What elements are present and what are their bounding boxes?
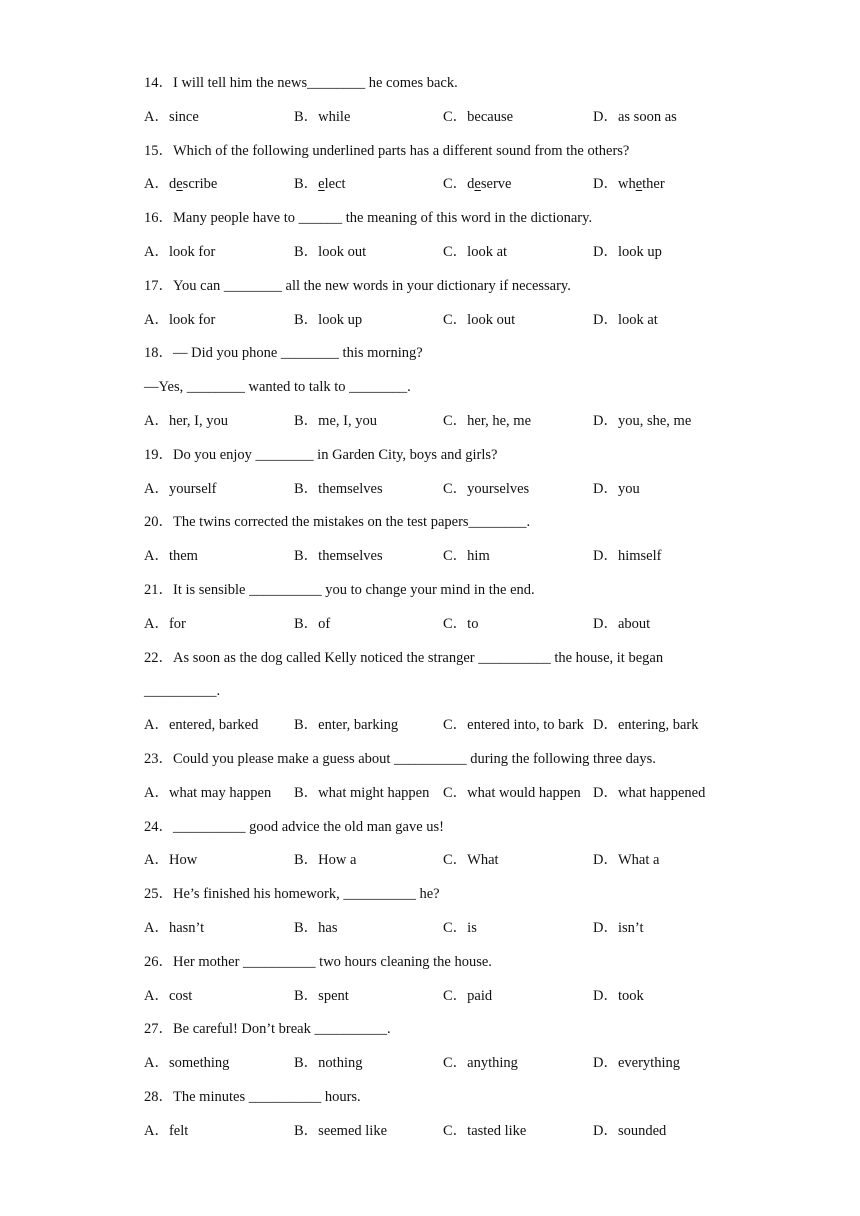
answer-option-d[interactable] <box>593 1121 666 1141</box>
answer-option-c[interactable] <box>443 918 477 938</box>
answer-option-b[interactable] <box>294 310 362 330</box>
text-segment: 15．Which of the following underlined parts has a different sound from the others? <box>144 142 630 159</box>
question-stem <box>144 1087 361 1107</box>
answer-option-c[interactable] <box>443 546 490 566</box>
text-segment: C．to <box>443 615 479 632</box>
question-stem <box>144 343 423 363</box>
text-segment: A．felt <box>144 1122 189 1139</box>
underlined-letter: e <box>318 176 325 193</box>
text-segment: 24．__________ good advice the old man gave us! <box>144 818 445 835</box>
answer-option-a[interactable] <box>144 174 217 194</box>
answer-option-d[interactable] <box>593 242 662 262</box>
text-segment: B．spent <box>294 987 349 1004</box>
text-segment: B．nothing <box>294 1055 363 1072</box>
text-segment: C．d <box>443 176 475 193</box>
answer-option-c[interactable] <box>443 1053 518 1073</box>
answer-option-d[interactable] <box>593 546 661 566</box>
question-stem <box>144 208 592 228</box>
text-segment: 28．The minutes __________ hours. <box>144 1089 361 1105</box>
text-segment: 18．— Did you phone ________ this morning? <box>144 345 423 362</box>
answer-option-b[interactable] <box>294 411 377 431</box>
text-segment: A．yourself <box>144 480 217 497</box>
text-segment: D．you, she, me <box>593 413 692 429</box>
answer-option-a[interactable] <box>144 546 198 566</box>
text-segment: D．as soon as <box>593 108 677 125</box>
answer-option-d[interactable] <box>593 918 644 938</box>
text-segment: A．entered, barked <box>144 717 259 734</box>
text-segment: 25．He’s finished his homework, __________ he? <box>144 886 440 903</box>
answer-option-b[interactable] <box>294 850 356 870</box>
underlined-letter: e <box>176 176 183 193</box>
text-segment: 27．Be careful! Don’t break __________. <box>144 1021 391 1038</box>
text-segment: serve <box>480 176 512 193</box>
text-segment: 23．Could you please make a guess about __________ during the following three days. <box>144 751 656 767</box>
answer-option-a[interactable] <box>144 107 199 127</box>
text-segment: B．How a <box>294 852 357 869</box>
text-segment: D．What a <box>593 852 660 869</box>
text-segment: scribe <box>182 176 218 193</box>
question-stem <box>144 749 656 769</box>
question-stem <box>144 445 497 465</box>
answer-option-c[interactable] <box>443 479 529 499</box>
answer-option-b[interactable] <box>294 614 330 634</box>
text-segment: __________. <box>144 683 221 700</box>
text-segment: B．has <box>294 920 338 936</box>
question-stem-continued <box>144 681 220 701</box>
answer-option-d[interactable] <box>593 107 677 127</box>
answer-option-d[interactable] <box>593 174 665 194</box>
answer-option-a[interactable] <box>144 918 204 938</box>
answer-option-b[interactable] <box>294 479 383 499</box>
text-segment: A．look for <box>144 311 216 328</box>
answer-option-b[interactable] <box>294 715 398 735</box>
text-segment: A．cost <box>144 987 193 1004</box>
text-segment: D．wh <box>593 176 636 193</box>
question-stem <box>144 73 458 93</box>
answer-option-b[interactable] <box>294 546 383 566</box>
question-stem <box>144 141 629 161</box>
question-stem <box>144 1019 391 1039</box>
answer-option-c[interactable] <box>443 850 499 870</box>
answer-option-a[interactable] <box>144 1121 188 1141</box>
answer-option-c[interactable] <box>443 986 492 1006</box>
underlined-letter: e <box>474 176 481 193</box>
text-segment: —Yes, ________ wanted to talk to ________. <box>144 379 411 396</box>
text-segment: D．entering, bark <box>593 717 699 734</box>
text-segment: B．look up <box>294 311 363 328</box>
answer-option-a[interactable] <box>144 783 271 803</box>
question-stem <box>144 512 530 532</box>
text-segment: A．what may happen <box>144 784 272 801</box>
text-segment: B．while <box>294 108 351 125</box>
text-segment: A．her, I, you <box>144 413 228 429</box>
text-segment: B．enter, barking <box>294 717 399 734</box>
text-segment: C．him <box>443 548 490 565</box>
answer-option-c[interactable] <box>443 174 511 194</box>
answer-option-a[interactable] <box>144 614 186 634</box>
question-stem <box>144 276 571 296</box>
text-segment: C．her, he, me <box>443 413 532 429</box>
answer-option-c[interactable] <box>443 783 581 803</box>
answer-option-d[interactable] <box>593 614 650 634</box>
answer-option-d[interactable] <box>593 715 699 735</box>
text-segment: D．look up <box>593 244 662 260</box>
answer-option-d[interactable] <box>593 850 659 870</box>
text-segment: B．of <box>294 615 331 632</box>
question-stem <box>144 952 492 972</box>
answer-option-d[interactable] <box>593 986 644 1006</box>
answer-option-b[interactable] <box>294 174 346 194</box>
text-segment: B．me, I, you <box>294 413 377 429</box>
text-segment: C．What <box>443 852 499 869</box>
text-segment: C．look out <box>443 311 516 328</box>
text-segment: C．entered into, to bark <box>443 717 584 734</box>
question-stem <box>144 580 535 600</box>
answer-option-c[interactable] <box>443 614 478 634</box>
text-segment: A．since <box>144 108 199 125</box>
text-segment: B．seemed like <box>294 1122 388 1139</box>
text-segment: B． <box>294 176 319 193</box>
answer-option-b[interactable] <box>294 242 366 262</box>
text-segment: lect <box>324 176 346 193</box>
text-segment: D．everything <box>593 1055 680 1072</box>
text-segment: A．something <box>144 1055 230 1072</box>
answer-option-b[interactable] <box>294 783 429 803</box>
text-segment: ther <box>642 176 665 193</box>
question-stem <box>144 884 440 904</box>
text-segment: 21．It is sensible __________ you to change your mind in the end. <box>144 582 535 598</box>
answer-option-a[interactable] <box>144 1053 229 1073</box>
answer-option-a[interactable] <box>144 850 197 870</box>
text-segment: B．themselves <box>294 480 383 497</box>
answer-option-d[interactable] <box>593 310 658 330</box>
text-segment: D．what happened <box>593 784 706 801</box>
text-segment: D．look at <box>593 311 658 328</box>
answer-option-a[interactable] <box>144 242 215 262</box>
answer-option-a[interactable] <box>144 479 217 499</box>
text-segment: 26．Her mother __________ two hours cleaning the house. <box>144 953 492 970</box>
text-segment: 20．The twins corrected the mistakes on the test papers________. <box>144 514 531 531</box>
text-segment: D．sounded <box>593 1122 667 1139</box>
answer-option-d[interactable] <box>593 411 691 431</box>
answer-option-a[interactable] <box>144 715 258 735</box>
text-segment: D．himself <box>593 548 662 565</box>
answer-option-b[interactable] <box>294 107 350 127</box>
text-segment: C．is <box>443 920 477 936</box>
text-segment: C．because <box>443 108 514 125</box>
text-segment: A．hasn’t <box>144 920 205 936</box>
answer-option-a[interactable] <box>144 411 228 431</box>
text-segment: D．you <box>593 480 640 497</box>
text-segment: A．for <box>144 615 186 632</box>
answer-option-b[interactable] <box>294 986 349 1006</box>
answer-option-c[interactable] <box>443 411 531 431</box>
answer-option-a[interactable] <box>144 986 192 1006</box>
text-segment: 19．Do you enjoy ________ in Garden City, boys and girls? <box>144 446 498 463</box>
answer-option-d[interactable] <box>593 783 705 803</box>
text-segment: C．tasted like <box>443 1122 527 1139</box>
text-segment: C．anything <box>443 1055 518 1072</box>
text-segment: 14．I will tell him the news________ he comes back. <box>144 75 458 91</box>
answer-option-c[interactable] <box>443 1121 526 1141</box>
answer-option-d[interactable] <box>593 479 640 499</box>
text-segment: 16．Many people have to ______ the meaning of this word in the dictionary. <box>144 210 593 227</box>
answer-option-b[interactable] <box>294 918 338 938</box>
answer-option-a[interactable] <box>144 310 215 330</box>
text-segment: A．d <box>144 176 177 193</box>
question-stem <box>144 817 444 837</box>
text-segment: 22．As soon as the dog called Kelly noticed the stranger __________ the house, it began <box>144 649 664 666</box>
answer-option-b[interactable] <box>294 1053 362 1073</box>
text-segment: C．what would happen <box>443 784 581 801</box>
answer-option-b[interactable] <box>294 1121 387 1141</box>
answer-option-d[interactable] <box>593 1053 680 1073</box>
text-segment: D．isn’t <box>593 920 644 936</box>
text-segment: D．took <box>593 987 644 1004</box>
answer-option-c[interactable] <box>443 107 513 127</box>
text-segment: A．them <box>144 548 198 565</box>
text-segment: B．look out <box>294 244 367 260</box>
text-segment: D．about <box>593 615 651 632</box>
answer-option-c[interactable] <box>443 242 507 262</box>
text-segment: 17．You can ________ all the new words in your dictionary if necessary. <box>144 277 571 294</box>
underlined-letter: e <box>635 176 643 193</box>
text-segment: A．How <box>144 852 198 869</box>
answer-option-c[interactable] <box>443 715 584 735</box>
text-segment: B．what might happen <box>294 784 430 801</box>
text-segment: B．themselves <box>294 548 383 565</box>
text-segment: A．look for <box>144 244 216 260</box>
question-stem-continued <box>144 377 411 397</box>
question-stem <box>144 648 663 668</box>
text-segment: C．paid <box>443 987 493 1004</box>
text-segment: C．look at <box>443 244 508 260</box>
answer-option-c[interactable] <box>443 310 515 330</box>
text-segment: C．yourselves <box>443 480 530 497</box>
